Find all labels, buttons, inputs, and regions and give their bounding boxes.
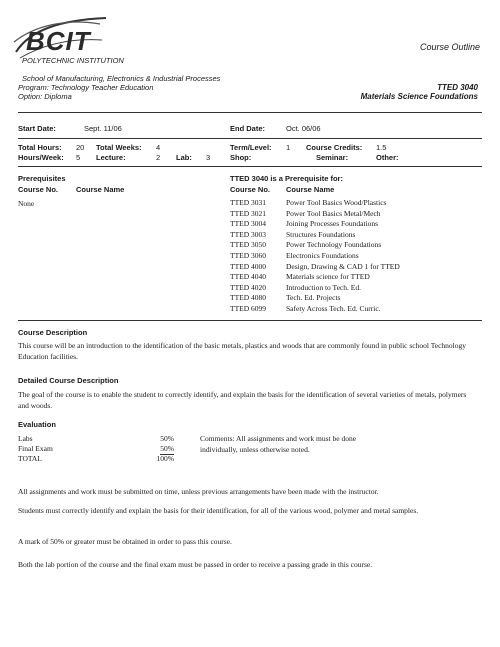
evaluation-title: Evaluation [18, 420, 56, 429]
shop-label: Shop: [230, 153, 252, 162]
detailed-description-title: Detailed Course Description [18, 376, 119, 385]
note-identification: Students must correctly identify and explain the basis for their identification, for all of the various wood, polymer and metal samples. [18, 506, 419, 515]
term-level-label: Term/Level: [230, 143, 272, 152]
list-item: TTED 3021 Power Tool Basics Metal/Mech [230, 208, 381, 218]
start-date-label: Start Date: [18, 124, 56, 133]
note-pass-mark: A mark of 50% or greater must be obtained in order to pass this course. [18, 537, 232, 546]
total-hours-label: Total Hours: [18, 143, 62, 152]
lecture-value: 2 [156, 153, 161, 162]
evaluation-comments: Comments: All assignments and work must be done individually, unless otherwise noted. [200, 434, 357, 454]
total-hours-value: 20 [76, 143, 85, 152]
course-credits-value: 1.5 [376, 143, 387, 152]
list-item: TTED 4040 Materials science for TTED [230, 272, 370, 282]
note-passing-grade: Both the lab portion of the course and the final exam must be passed in order to receive a passing grade in this course. [18, 560, 373, 569]
table-row: Final Exam 50% [18, 444, 174, 453]
list-item: TTED 4000 Design, Drawing & CAD 1 for TTED [230, 261, 400, 271]
evaluation-table [18, 434, 178, 464]
info-bottom-divider [18, 166, 482, 167]
lab-value: 3 [206, 153, 211, 162]
school-name: School of Manufacturing, Electronics & Industrial Processes [22, 74, 221, 83]
list-item: TTED 4020 Introduction to Tech. Ed. [230, 282, 361, 292]
prerequisites-title: Prerequisites [18, 174, 66, 183]
seminar-label: Seminar: [316, 153, 349, 162]
lab-label: Lab: [176, 153, 192, 162]
program-name: Program: Technology Teacher Education [18, 83, 154, 92]
list-item: TTED 3050 Power Technology Foundations [230, 240, 382, 250]
info-divider [18, 138, 482, 139]
total-weeks-label: Total Weeks: [96, 143, 142, 152]
prereq-col-name: Course Name [76, 185, 125, 194]
other-label: Other: [376, 153, 399, 162]
list-item: TTED 3003 Structures Foundations [230, 229, 356, 239]
course-credits-label: Course Credits: [306, 143, 363, 152]
prereq-for-col-no: Course No. [230, 185, 271, 194]
list-item: TTED 3031 Power Tool Basics Wood/Plastics [230, 198, 387, 207]
end-date-value: Oct. 06/06 [286, 124, 321, 133]
start-date-value: Sept. 11/06 [84, 124, 122, 133]
list-item: TTED 4080 Tech. Ed. Projects [230, 293, 341, 303]
prereq-for-list [230, 198, 400, 315]
prereq-for-col-name: Course Name [286, 185, 335, 194]
hours-week-label: Hours/Week: [18, 153, 64, 162]
course-description-text: This course will be an introduction to the identification of the basic metals, plastics and woods that are commonly found in public school Technology Education facilities. [18, 341, 466, 361]
option-name: Option: Diploma [18, 92, 72, 101]
note-submission: All assignments and work must be submitted on time, unless previous arrangements have been made with the instructor. [18, 487, 379, 496]
institution-name: POLYTECHNIC INSTITUTION [22, 56, 124, 65]
header-divider [18, 112, 482, 113]
lecture-label: Lecture: [96, 153, 126, 162]
detailed-description-text: The goal of the course is to enable the student to correctly identify, and explain the basis for the identification of several varieties of metals, polymers and woods. [18, 390, 467, 410]
list-item: TTED 3060 Electronics Foundations [230, 250, 359, 260]
prereq-col-no: Course No. [18, 185, 59, 194]
course-code: TTED 3040 [437, 83, 478, 92]
prereq-for-title: TTED 3040 is a Prerequisite for: [230, 174, 343, 183]
course-description-title: Course Description [18, 328, 88, 337]
prereq-none: None [18, 199, 35, 208]
prereq-bottom-divider [18, 320, 482, 321]
logo-text: BCIT [26, 26, 91, 56]
table-row: Labs 50% [18, 434, 174, 443]
term-level-value: 1 [286, 143, 291, 152]
list-item: TTED 6099 Safety Across Tech. Ed. Curric. [230, 303, 381, 313]
hours-week-value: 5 [76, 153, 81, 162]
list-item: TTED 3004 Joining Processes Foundations [230, 219, 379, 229]
doc-type: Course Outline [419, 42, 480, 52]
table-row: TOTAL 100% [18, 454, 174, 463]
end-date-label: End Date: [230, 124, 266, 133]
total-weeks-value: 4 [156, 143, 161, 152]
course-title: Materials Science Foundations [360, 92, 478, 101]
